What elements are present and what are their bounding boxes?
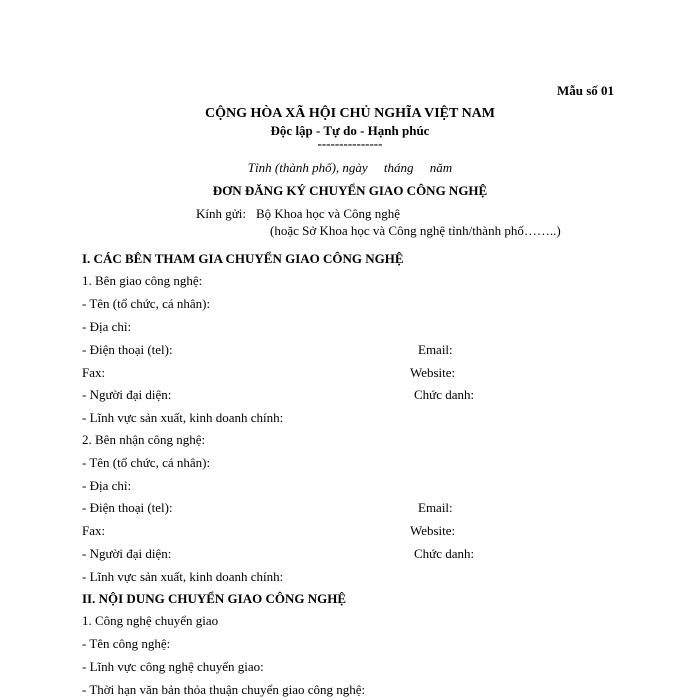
party-a-representative: - Người đại diện:	[82, 387, 172, 402]
section-1-heading: I. CÁC BÊN THAM GIA CHUYỂN GIAO CÔNG NGHỆ	[82, 251, 404, 266]
recipient-line-2: (hoặc Sở Khoa học và Công nghệ tỉnh/thành phố……..)	[270, 223, 561, 238]
party-a-address: - Địa chỉ:	[82, 319, 132, 334]
party-b-website: Website:	[410, 523, 456, 538]
place-date-line: Tỉnh (thành phố), ngày tháng năm	[247, 160, 453, 175]
party-a-heading: 1. Bên giao công nghệ:	[82, 273, 203, 288]
header-separator: ---------------	[317, 136, 383, 151]
party-b-name: - Tên (tổ chức, cá nhân):	[82, 455, 211, 470]
tech-name: - Tên công nghệ:	[82, 636, 171, 651]
party-a-position: Chức danh:	[414, 387, 475, 402]
party-b-position: Chức danh:	[414, 546, 475, 561]
party-a-email: Email:	[418, 342, 453, 357]
party-b-heading: 2. Bên nhận công nghệ:	[82, 432, 206, 447]
party-a-name: - Tên (tổ chức, cá nhân):	[82, 296, 211, 311]
recipient-line-1: Bộ Khoa học và Công nghệ	[256, 206, 401, 221]
country-header: CỘNG HÒA XÃ HỘI CHỦ NGHĨA VIỆT NAM	[204, 106, 495, 121]
party-b-address: - Địa chỉ:	[82, 478, 132, 493]
recipient-label: Kính gửi:	[196, 206, 247, 221]
party-a-website: Website:	[410, 365, 456, 380]
party-a-field: - Lĩnh vực sản xuất, kinh doanh chính:	[82, 410, 284, 425]
document-title: ĐƠN ĐĂNG KÝ CHUYỂN GIAO CÔNG NGHỆ	[212, 183, 488, 198]
section-2-heading: II. NỘI DUNG CHUYỂN GIAO CÔNG NGHỆ	[82, 591, 346, 606]
national-motto: Độc lập - Tự do - Hạnh phúc	[270, 123, 430, 138]
party-a-fax: Fax:	[82, 365, 106, 380]
agreement-duration: - Thời hạn văn bản thỏa thuận chuyển giao công nghệ:	[82, 682, 366, 697]
party-b-email: Email:	[418, 500, 453, 515]
party-a-phone: - Điện thoại (tel):	[82, 342, 173, 357]
party-b-phone: - Điện thoại (tel):	[82, 500, 173, 515]
tech-transfer-heading: 1. Công nghệ chuyển giao	[82, 613, 219, 628]
party-b-representative: - Người đại diện:	[82, 546, 172, 561]
form-code: Mẫu số 01	[557, 83, 615, 98]
tech-field: - Lĩnh vực công nghệ chuyển giao:	[82, 659, 264, 674]
party-b-fax: Fax:	[82, 523, 106, 538]
party-b-field: - Lĩnh vực sản xuất, kinh doanh chính:	[82, 569, 284, 584]
